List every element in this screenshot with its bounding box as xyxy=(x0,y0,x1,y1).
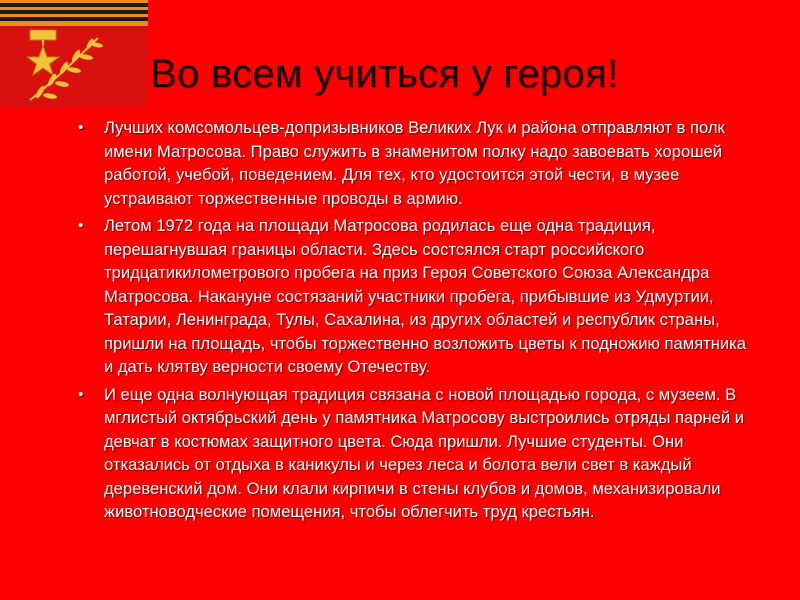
bullet-dot-icon: • xyxy=(78,119,84,136)
hero-medal-icon xyxy=(0,0,148,108)
bullet-list xyxy=(78,116,750,528)
bullet-item xyxy=(78,116,750,210)
bullet-dot-icon: • xyxy=(78,385,84,403)
bullet-text: Летом 1972 года на площади Матросова родилась еще одна традиция, перешагнувшая границы области. Здесь состсялся старт российского тридцатикилометрового пробега на приз Героя Советского Союза Александра Матросова. Накануне состязаний участники пробега, прибывшие из Удмуртии, Татарии, Ленинграда, Тулы, Сахалина, из других областей и республик страны, пришли на площадь, чтобы торжественно возложить цветы к подножию памятника и дать клятву верности своему Отечеству. xyxy=(104,216,747,376)
bullet-item xyxy=(78,214,750,379)
bullet-text: Лучших комсомольцев-допризывников Великих Лук и района отправляют в полк имени Матросова. Право служить в знаменитом полку надо завоевать хорошей работой, учебой, поведением. Для тех, кто удостоится этой чести, в музее устраивают торжественные проводы в армию. xyxy=(104,118,725,208)
slide-title: Во всем учиться у героя! xyxy=(150,52,619,96)
bullet-item xyxy=(78,383,750,524)
hero-medal-emblem xyxy=(0,0,148,108)
bullet-text: И еще одна волнующая традиция связана с новой площадью города, с музеем. В мглистый октябрьский день у памятника Матросову выстроились отряды парней и девчат в костюмах защитного цвета. Сюда пришли. Лучшие студенты. Они отказались от отдыха в каникулы и через леса и болота вели свет в каждый деревенский дом. Они клали кирпичи в стены клубов и домов, механизировали животноводческие помещения, чтобы облегчить труд крестьян. xyxy=(104,384,745,521)
bullet-dot-icon: • xyxy=(78,217,84,234)
